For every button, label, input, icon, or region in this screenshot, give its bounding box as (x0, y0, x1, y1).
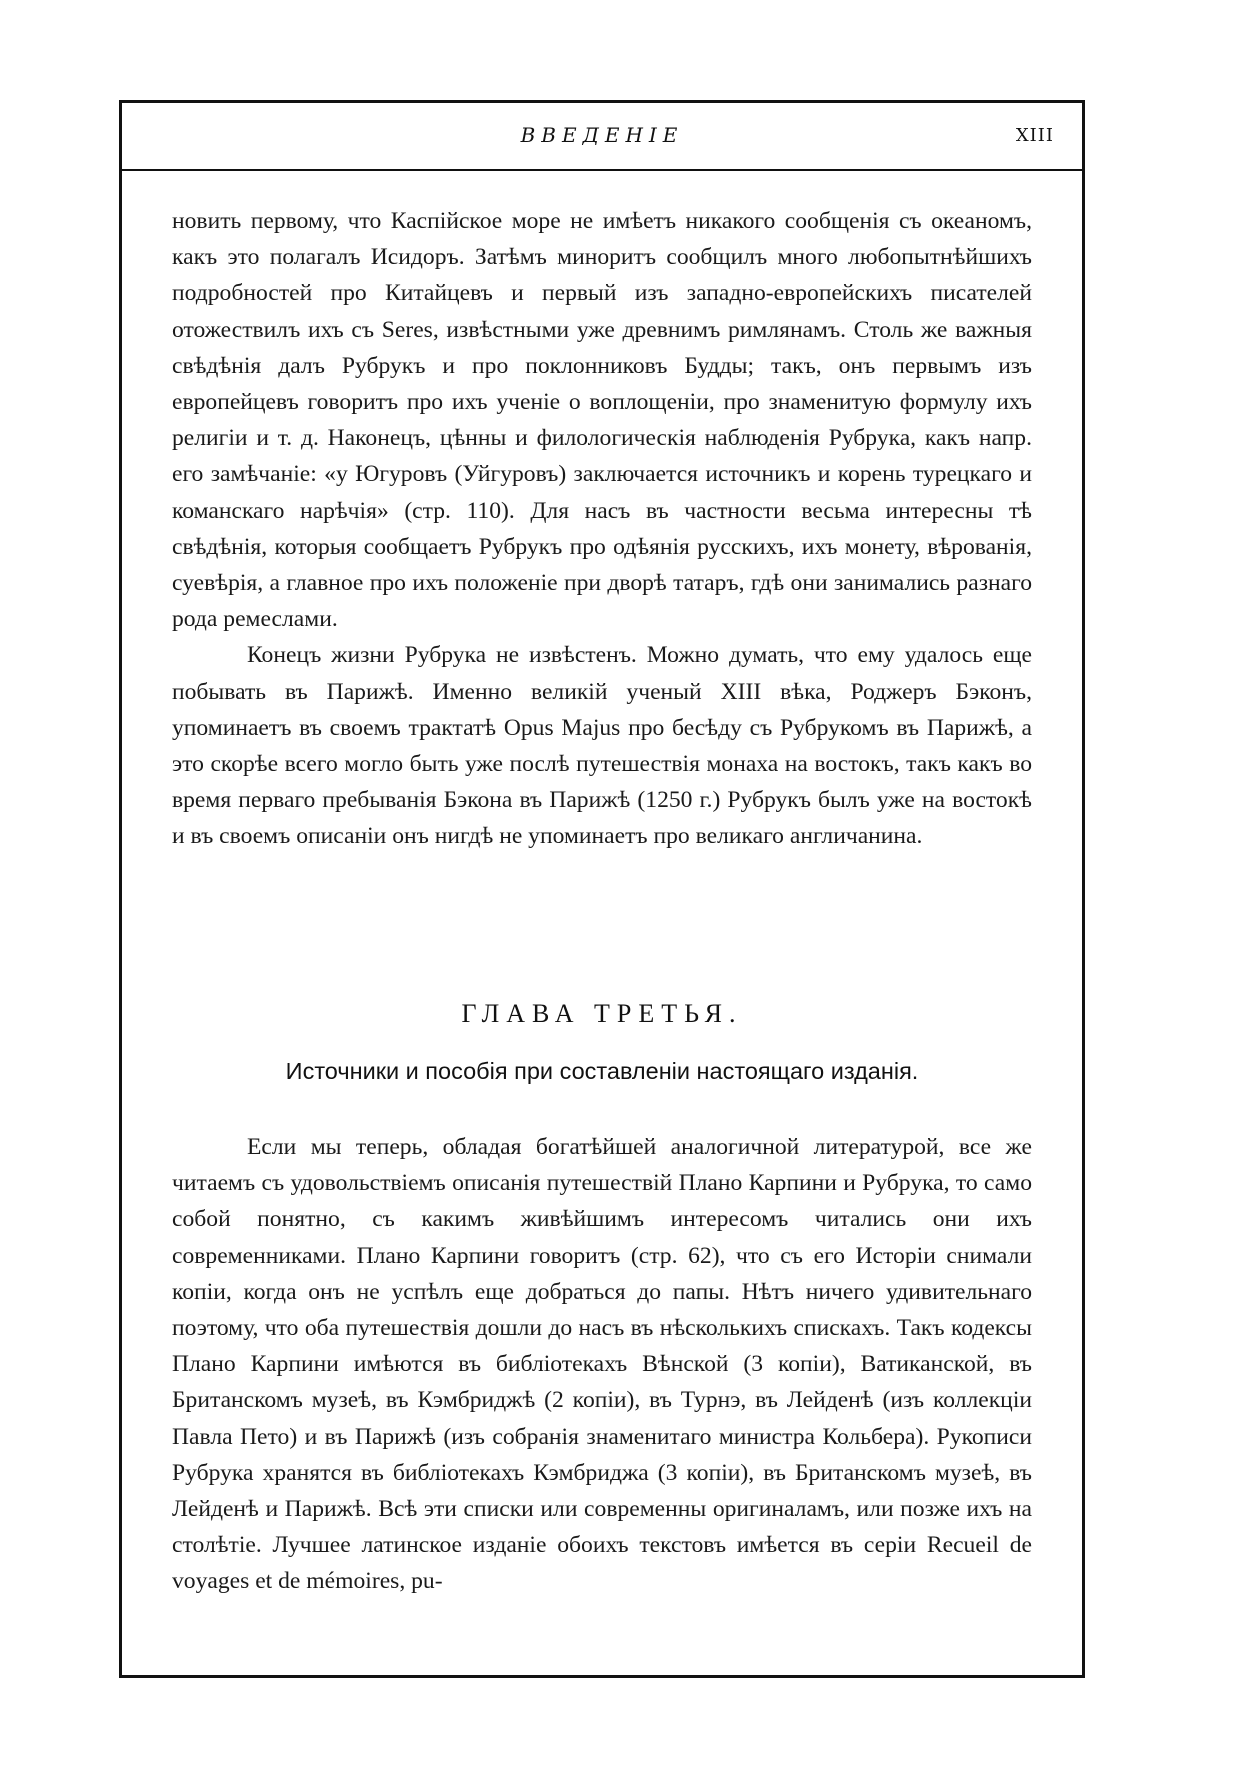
paragraph: новить первому, что Каспійское море не имѣетъ никакого сообщенія съ океаномъ, какъ это полагалъ Исидоръ. Затѣмъ миноритъ сообщилъ много любопытнѣйшихъ подробностей про Китайцевъ и первый изъ западно-европейскихъ писателей отожествилъ ихъ съ Seres, извѣстными уже древнимъ римлянамъ. Столь же важныя свѣдѣнія далъ Рубрукъ и про поклонниковъ Будды; такъ, онъ первымъ изъ европейцевъ говоритъ про ихъ ученіе о воплощеніи, про знаменитую формулу ихъ религіи и т. д. Наконецъ, цѣнны и филологическія наблюденія Рубрука, какъ напр. его замѣчаніе: «у Югуровъ (Уйгуровъ) заключается источникъ и корень турецкаго и команскаго нарѣчія» (стр. 110). Для насъ въ частности весьма интересны тѣ свѣдѣнія, которыя сообщаетъ Рубрукъ про одѣянія русскихъ, ихъ монету, вѣрованія, суевѣрія, а главное про ихъ положеніе при дворѣ татаръ, гдѣ они занимались разнаго рода ремеслами. (172, 208, 1032, 633)
chapter-heading: ГЛАВА ТРЕТЬЯ. (461, 999, 743, 1028)
page-frame (119, 100, 1085, 1678)
chapter-text (172, 1129, 1032, 1600)
main-text (172, 203, 1032, 855)
paragraph: Если мы теперь, обладая богатѣйшей аналогичной литературой, все же читаемъ съ удовольствіемъ описанія путешествій Плано Карпини и Рубрука, то само собой понятно, съ какимъ живѣйшимъ интересомъ читались они ихъ современниками. Плано Карпини говоритъ (стр. 62), что съ его Исторіи снимали копіи, когда онъ не успѣлъ еще добраться до папы. Нѣтъ ничего удивительнаго поэтому, что оба путешествія дошли до насъ въ нѣсколькихъ спискахъ. Такъ кодексы Плано Карпини имѣются въ библіотекахъ Вѣнской (3 копіи), Ватиканской, въ Британскомъ музеѣ, въ Кэмбриджѣ (2 копіи), въ Турнэ, въ Лейденѣ (изъ коллекціи Павла Пето) и въ Парижѣ (изъ собранія знаменитаго министра Кольбера). Рукописи Рубрука хранятся въ библіотекахъ Кэмбриджа (3 копіи), въ Британскомъ музеѣ, въ Лейденѣ и Парижѣ. Всѣ эти списки или современны оригиналамъ, или позже ихъ на столѣтіе. Лучшее латинское изданіе обоихъ текстовъ имѣется въ серіи Recueil de voyages et de mémoires, pu- (172, 1134, 1032, 1595)
paragraph: Конецъ жизни Рубрука не извѣстенъ. Можно думать, что ему удалось еще побывать въ Парижѣ. Именно великій ученый XIII вѣка, Роджеръ Бэконъ, упоминаетъ въ своемъ трактатѣ Opus Majus про бесѣду съ Рубрукомъ въ Парижѣ, а это скорѣе всего могло быть уже послѣ путешествія монаха на востокъ, такъ какъ во время перваго пребыванія Бэкона въ Парижѣ (1250 г.) Рубрукъ былъ уже на востокѣ и въ своемъ описаніи онъ нигдѣ не упоминаетъ про великаго англичанина. (172, 642, 1032, 850)
chapter-subtitle: Источники и пособія при составленіи настоящаго изданія. (285, 1058, 919, 1084)
page-number: XIII (1015, 125, 1054, 146)
running-head (122, 103, 1082, 171)
running-title: ВВЕДЕНІЕ (520, 123, 684, 147)
